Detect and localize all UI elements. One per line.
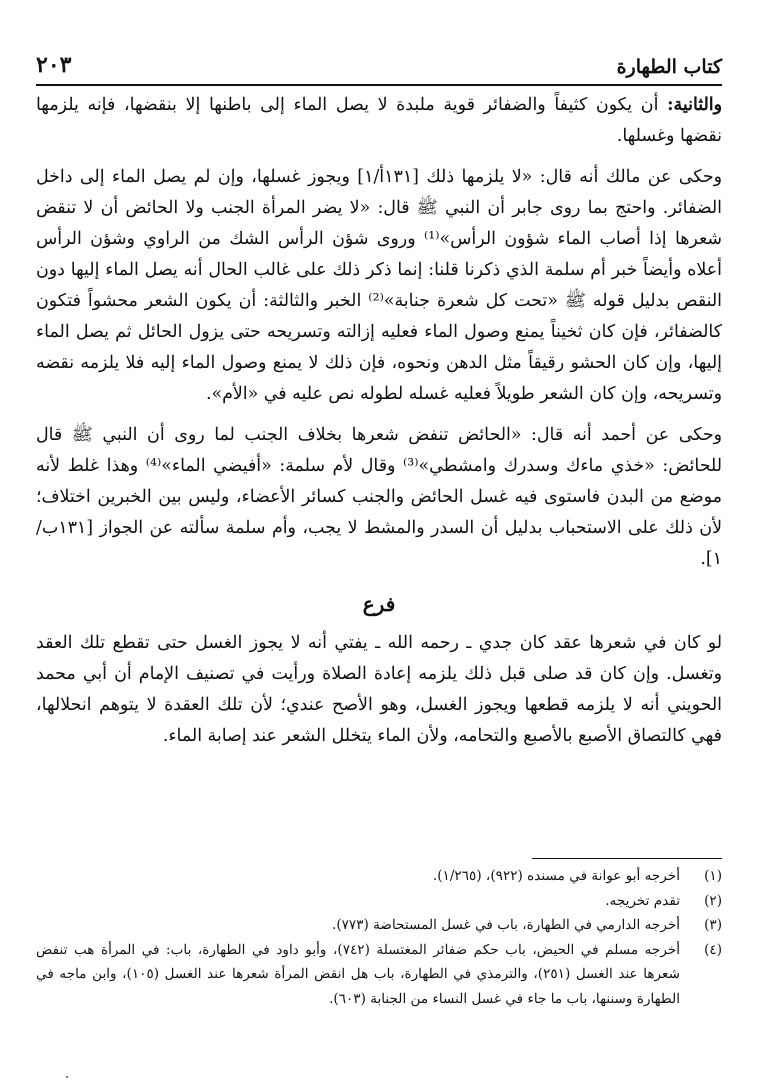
footnote-divider	[532, 858, 722, 859]
footnote-text: أخرجه الدارمي في الطهارة، باب في غسل المستحاضة (٧٧٣).	[332, 917, 680, 933]
paragraph-3: وحكى عن أحمد أنه قال: «الحائض تنفض شعرها بخلاف الجنب لما روى أن النبي ﷺ قال للحائض: «خذي ماءك وسدرك وامشطي»⁽³⁾ وقال لأم سلمة: «أفيضي الماء»⁽⁴⁾ وهذا غلط لأنه موضع من البدن فاستوى فيه غسل الحائض والجنب كسائر الأعضاء، وليس بين الخبرين اختلاف؛ لأن ذلك على الاستحباب بدليل أن السدر والمشط لا يجب، وأم سلمة سألته عن الجواز [١٣١ب/١].	[36, 425, 722, 569]
footnote	[36, 864, 722, 889]
footnote-text: تقدم تخريجه.	[605, 892, 680, 909]
footnote-number: (٤)	[704, 941, 722, 958]
footnote-number: (١)	[704, 868, 722, 884]
footnote-text: أخرجه مسلم في الحيض، باب حكم ضفائر المغتسلة (٧٤٢)، وأبو داود في الطهارة، باب: في المرأة هب تنفض شعرها عند الغسل (٢٥١)، والترمذي في الطهارة، باب هل انقض المرأة شعرها عند الغسل (١٠٥)، وابن ماجه في الطهارة وسننها، باب ما جاء في غسل النساء من الجنابة (٦٠٣).	[36, 941, 681, 1007]
paragraph-1-text: أن يكون كثيفاً والضفائر قوية ملبدة لا يصل الماء إلى باطنها إلا بنقضها، فإنه يلزمها نقضها وغسلها.	[36, 95, 722, 146]
footnote-number: (٣)	[704, 917, 722, 933]
paragraph-1	[36, 90, 722, 152]
paragraph-4: لو كان في شعرها عقد كان جدي ـ رحمه الله ـ يفتي أنه لا يجوز الغسل حتى تقطع تلك العقد وتغسل. وإن كان قد صلى قبل ذلك يلزمه إعادة الصلاة ورأيت في تصنيف الإمام أن أبي محمد الحويني أنه لا يلزمه قطعها ويجوز الغسل، وهو الأصح عندي؛ لأن تلك العقدة لا يتوهم انحلالها، فهي كالتصاق الأصبع بالأصبع والتحامه، ولأن الماء يتخلل الشعر عند إصابة الماء.	[36, 633, 722, 746]
page-number: ٢٠٣	[36, 52, 72, 78]
scan-speck	[66, 1076, 68, 1078]
paragraph-2: وحكى عن مالك أنه قال: «لا يلزمها ذلك [١٣١أ/١] ويجوز غسلها، وإن لم يصل الماء إلى داخل الضفائر. واحتج بما روى جابر أن النبي ﷺ قال: «لا يضر المرأة الجنب ولا الحائض أن لا تنقض شعرها إذا أصاب الماء شؤون الرأس»⁽¹⁾ وروى شؤن الرأس الشك من الراوي وشؤن الرأس أعلاه وأيضاً خبر أم سلمة الذي ذكرنا قلنا: إنما ذكر ذلك على غالب الحال أنه يصل الماء إليها دون النقص بدليل قوله ﷺ «تحت كل شعرة جنابة»⁽²⁾ الخبر والثالثة: أن يكون الشعر محشواً فتكون كالضفائر، فإن كان ثخيناً يمنع وصول الماء فعليه إزالته وتسريحه حتى يزول الحائل ثم يصل الماء إليها، وإن كان الحشو رقيقاً مثل الدهن ونحوه، فإن ذلك لا يمنع وصول الماء إليه فلا يلزمه نقضه وتسريحه، وإن كان الشعر طويلاً فعليه غسله لطوله نص عليه في «الأم».	[36, 167, 722, 404]
main-text	[36, 90, 722, 762]
paragraph-1-lead: والثانية:	[667, 95, 723, 115]
footnote	[36, 913, 722, 938]
footnote	[36, 889, 722, 914]
footnote-text: أخرجه أبو عوانة في مسنده (٩٢٢)، (١/٢٦٥).	[432, 868, 680, 884]
footnotes	[36, 864, 722, 1011]
section-title: فرع	[362, 592, 396, 616]
running-header	[36, 38, 722, 86]
footnote-number: (٢)	[704, 892, 722, 909]
footnote	[36, 938, 722, 1012]
chapter-title: كتاب الطهارة	[616, 56, 722, 78]
